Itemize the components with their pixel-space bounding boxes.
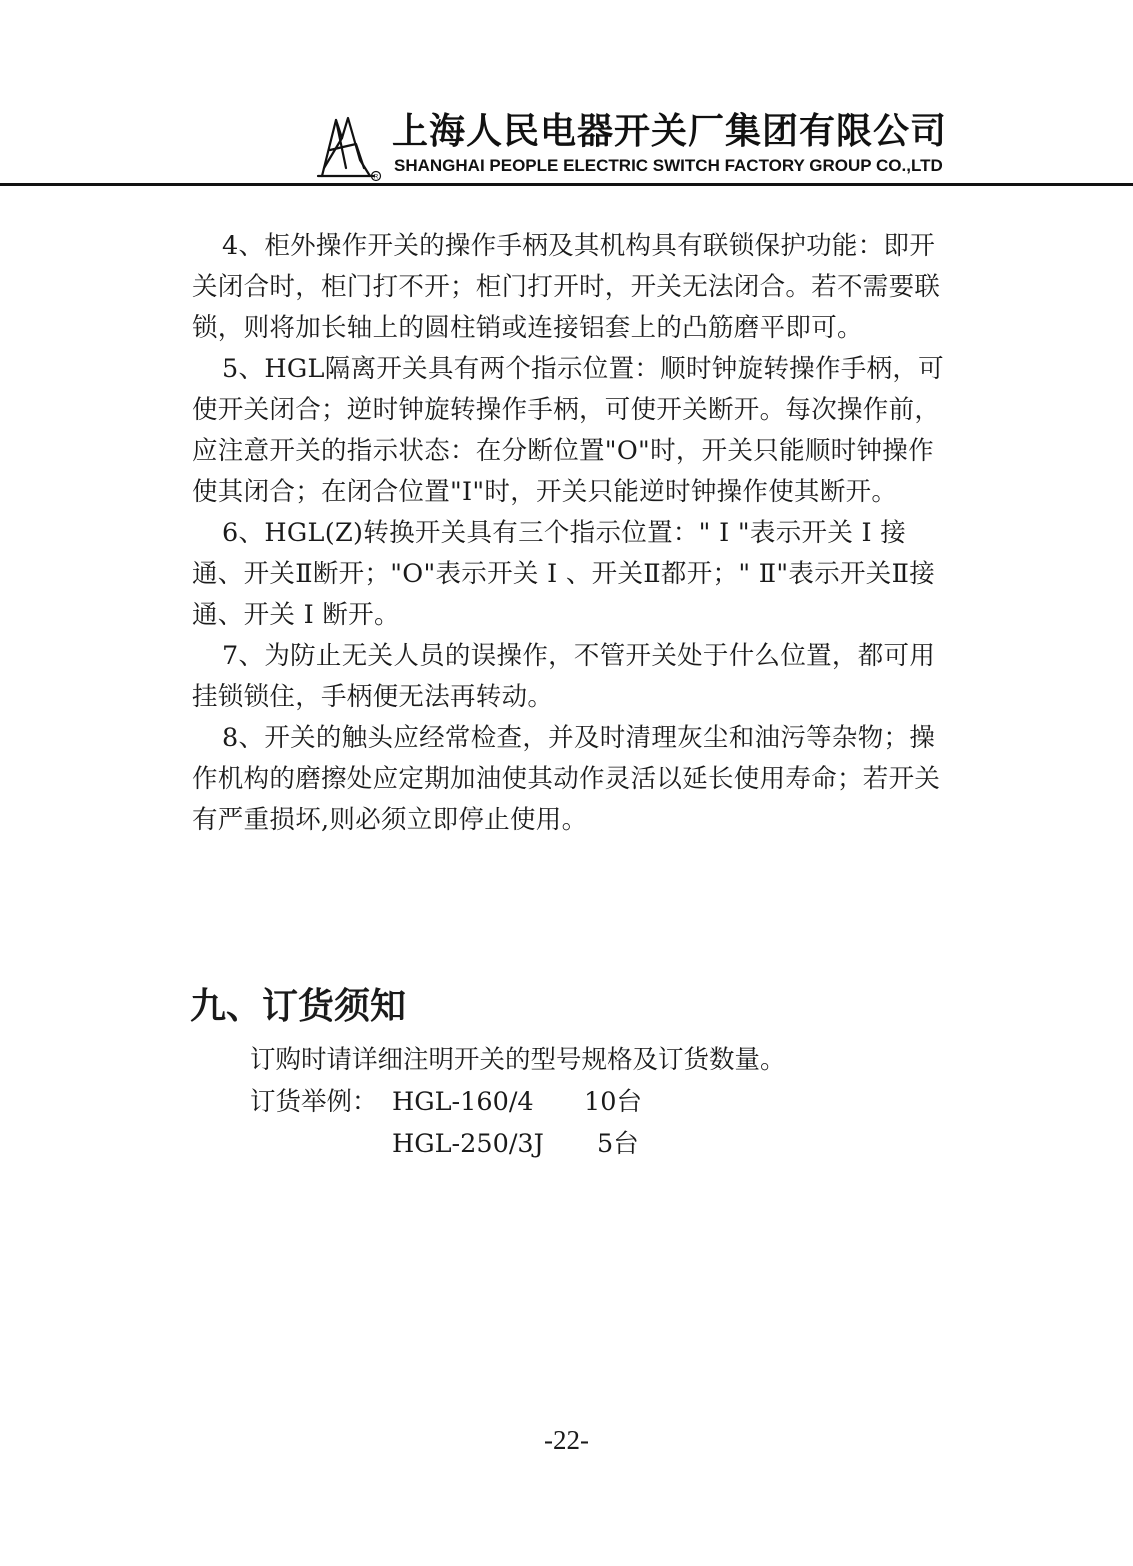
- order-example-model: HGL-250/3J: [392, 1129, 544, 1159]
- paragraph-item-4: 4、柜外操作开关的操作手柄及其机构具有联锁保护功能：即开关闭合时，柜门打不开；柜门打开时，开关无法闭合。若不需要联锁，则将加长轴上的圆柱销或连接铝套上的凸筋磨平即可。: [192, 231, 941, 343]
- header-divider: [0, 183, 1133, 186]
- order-example-quantity: 5台: [597, 1129, 639, 1159]
- svg-text:R: R: [373, 174, 379, 181]
- order-example-model: HGL-160/4: [392, 1087, 534, 1117]
- body-text: [192, 226, 952, 841]
- order-example-quantity: 10台: [584, 1087, 642, 1117]
- paragraph-item-5: 5、HGL隔离开关具有两个指示位置：顺时钟旋转操作手柄，可使开关闭合；逆时钟旋转操作手柄，可使开关断开。每次操作前，应注意开关的指示状态：在分断位置"O"时，开关只能顺时钟操作使其闭合；在闭合位置"I"时，开关只能逆时钟操作使其断开。: [192, 354, 944, 507]
- company-name-cn: 上海人民电器开关厂集团有限公司: [392, 111, 948, 152]
- section-title: 九、订货须知: [190, 986, 407, 1027]
- page-header: [0, 104, 1133, 188]
- order-example-label: 订货举例：: [250, 1087, 378, 1117]
- company-logo-icon: [312, 110, 382, 182]
- page-number: -22-: [544, 1425, 589, 1455]
- company-name-en: SHANGHAI PEOPLE ELECTRIC SWITCH FACTORY GROUP CO.,LTD: [394, 156, 943, 175]
- paragraph-item-7: 7、为防止无关人员的误操作，不管开关处于什么位置，都可用挂锁锁住，手柄便无法再转动。: [192, 641, 936, 712]
- paragraph-item-6: 6、HGL(Z)转换开关具有三个指示位置：" I "表示开关 I 接通、开关Ⅱ断开；"O"表示开关 I 、开关Ⅱ都开；" Ⅱ"表示开关Ⅱ接通、开关 I 断开。: [192, 518, 936, 630]
- order-note: 订购时请详细注明开关的型号规格及订货数量。: [250, 1045, 786, 1075]
- paragraph-item-8: 8、开关的触头应经常检查，并及时清理灰尘和油污等杂物；操作机构的磨擦处应定期加油使其动作灵活以延长使用寿命；若开关有严重损坏,则必须立即停止使用。: [192, 723, 941, 835]
